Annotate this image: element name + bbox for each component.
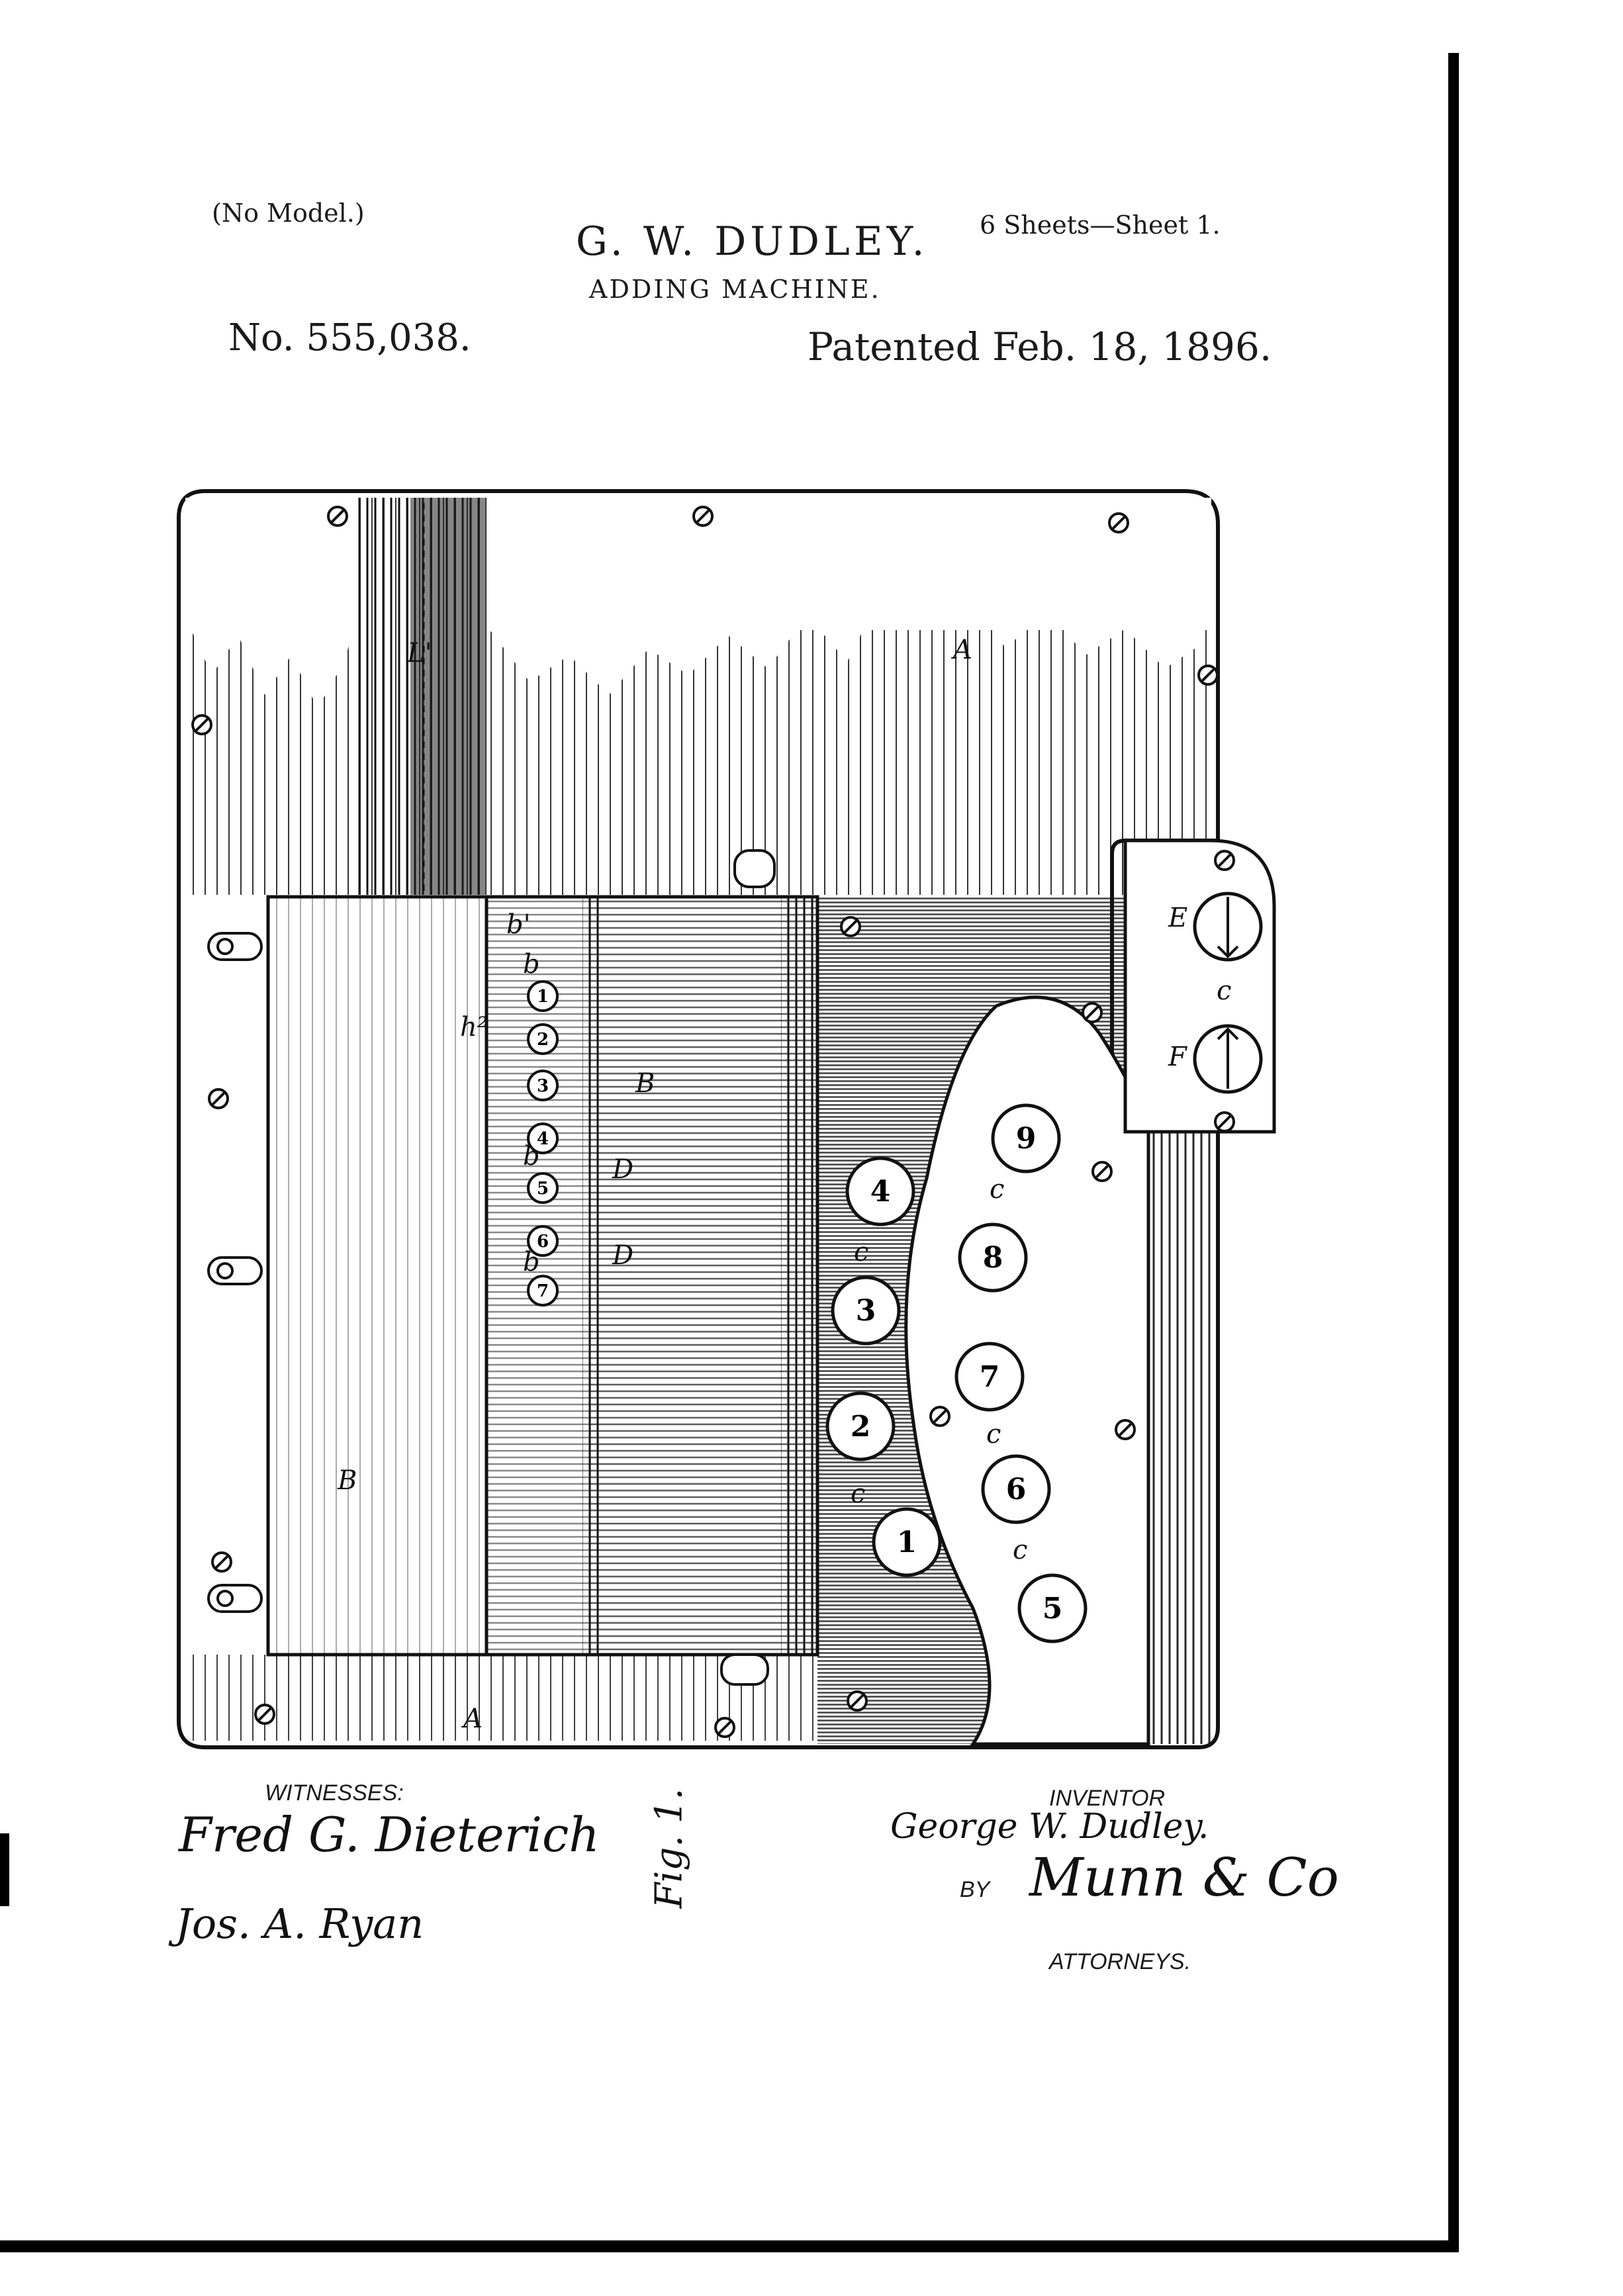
ref-c-dial: c — [1217, 976, 1232, 1006]
ref-c-key: c — [986, 1419, 1001, 1449]
key — [960, 1224, 1026, 1291]
ref-a-lower: A — [463, 1704, 483, 1734]
inventor-label: INVENTOR — [1049, 1786, 1166, 1811]
patent-number: No. 555,038. — [228, 316, 471, 359]
by-label: BY — [960, 1877, 990, 1902]
ref-a-upper: A — [953, 635, 972, 665]
key-label: 7 — [979, 1360, 1000, 1394]
small-key-label: 6 — [536, 1232, 549, 1252]
panel-b — [185, 897, 817, 1741]
no-model-label: (No Model.) — [212, 199, 365, 228]
key — [833, 1277, 899, 1344]
ref-f: F — [1168, 1042, 1187, 1072]
patent-date: Patented Feb. 18, 1896. — [808, 324, 1272, 369]
small-key — [528, 1173, 557, 1203]
key-label: 3 — [855, 1294, 876, 1328]
key — [956, 1344, 1023, 1410]
small-key — [528, 982, 557, 1011]
ref-c-key: c — [990, 1174, 1005, 1205]
witness1-signature: Fred G. Dieterich — [179, 1807, 600, 1862]
ref-e: E — [1168, 903, 1188, 933]
small-key — [528, 1071, 557, 1100]
ref-b-left: B — [338, 1465, 357, 1496]
key-label: 6 — [1005, 1473, 1027, 1506]
ref-h2: h² — [460, 1012, 488, 1042]
small-key — [528, 1276, 557, 1305]
small-key-label: 7 — [536, 1281, 549, 1301]
key-label: 9 — [1015, 1122, 1037, 1156]
inventor-signature: George W. Dudley. — [890, 1807, 1209, 1847]
ref-b-small: b — [523, 949, 540, 980]
key-label: 8 — [982, 1241, 1003, 1275]
figure-label: Fig. 1. — [647, 1788, 691, 1909]
small-key-label: 4 — [536, 1129, 549, 1149]
dial-e — [1195, 894, 1261, 960]
scan-border-right — [1448, 53, 1459, 2244]
inventor-name-heading: G. W. DUDLEY. — [576, 218, 929, 265]
key — [874, 1509, 940, 1575]
sheet-count: 6 Sheets—Sheet 1. — [980, 210, 1221, 240]
dial-f — [1195, 1026, 1261, 1092]
key — [827, 1393, 894, 1459]
ref-b-small: b — [523, 1141, 540, 1171]
ref-c-key: c — [851, 1479, 866, 1509]
key-label: 1 — [896, 1526, 917, 1559]
ref-d-lower: D — [612, 1240, 634, 1271]
witnesses-label: WITNESSES: — [265, 1780, 404, 1806]
ref-c-key: c — [854, 1237, 869, 1267]
key — [983, 1456, 1049, 1522]
key-label: 4 — [870, 1175, 891, 1209]
ref-b1: b' — [506, 909, 531, 940]
ref-d-upper: D — [612, 1154, 634, 1185]
key — [993, 1105, 1059, 1171]
small-key-label: 1 — [536, 987, 549, 1007]
attorneys-label: ATTORNEYS. — [1049, 1949, 1191, 1974]
small-key-label: 3 — [536, 1076, 549, 1096]
key — [847, 1158, 913, 1224]
small-key-label: 2 — [536, 1030, 549, 1050]
attorney-signature: Munn & Co — [1029, 1847, 1339, 1908]
ref-b-small: b — [523, 1247, 540, 1277]
ref-b-right: B — [635, 1068, 655, 1099]
patent-title: ADDING MACHINE. — [589, 275, 881, 304]
small-key — [528, 1025, 557, 1054]
witness2-signature: Jos. A. Ryan — [175, 1900, 424, 1948]
scan-mark-left — [0, 1833, 9, 1906]
ref-c-key: c — [1013, 1535, 1028, 1565]
key — [1019, 1575, 1086, 1641]
ref-l1: L' — [407, 638, 432, 668]
key-label: 5 — [1042, 1592, 1063, 1626]
key-label: 2 — [850, 1410, 871, 1444]
small-key-label: 5 — [536, 1179, 549, 1199]
scan-border-bottom — [0, 2240, 1459, 2252]
